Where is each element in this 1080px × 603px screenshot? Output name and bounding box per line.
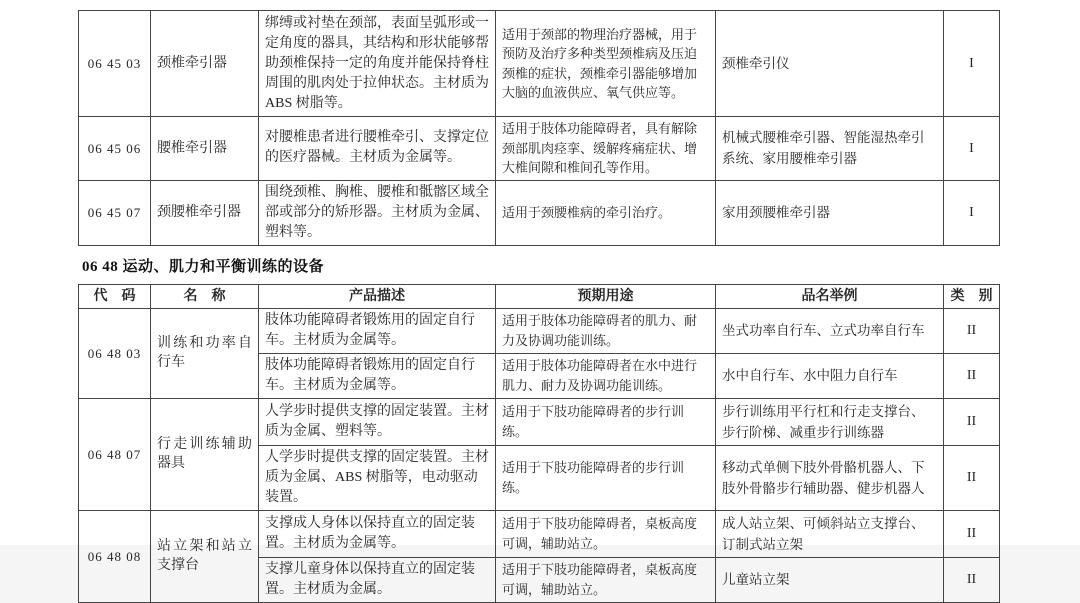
cell-code: 06 48 07 (79, 398, 151, 510)
cell-name: 颈腰椎牵引器 (151, 180, 259, 245)
training-equipment-table (78, 284, 1000, 603)
cell-product-examples: 颈椎牵引仪 (716, 11, 944, 117)
cell-class: II (944, 353, 1000, 398)
cell-intended-use: 适用于下肢功能障碍者的步行训练。 (496, 398, 716, 445)
cell-product-description: 绑缚或衬垫在颈部，表面呈弧形或一定角度的器具，其结构和形状能够帮助颈椎保持一定的角度并能保持脊柱周围的肌肉处于拉伸状态。主材质为ABS 树脂等。 (259, 11, 496, 117)
cell-intended-use: 适用于肢体功能障碍者的肌力、耐力及协调功能训练。 (496, 308, 716, 353)
cell-product-examples: 步行训练用平行杠和行走支撑台、步行阶梯、减重步行训练器 (716, 398, 944, 445)
table-row (79, 398, 1000, 445)
cell-class: I (944, 11, 1000, 117)
cell-product-examples: 水中自行车、水中阻力自行车 (716, 353, 944, 398)
cell-name: 站立架和站立支撑台 (151, 510, 259, 602)
cell-name: 训练和功率自行车 (151, 308, 259, 398)
cell-class: II (944, 510, 1000, 557)
cell-code: 06 45 06 (79, 117, 151, 181)
cell-intended-use: 适用于肢体功能障碍者，具有解除颈部肌肉痉挛、缓解疼痛症状、增大椎间隙和椎间孔等作用。 (496, 117, 716, 181)
cell-code: 06 45 07 (79, 180, 151, 245)
header-product-examples: 品名举例 (716, 284, 944, 308)
cell-intended-use: 适用于下肢功能障碍者，桌板高度可调，辅助站立。 (496, 557, 716, 602)
cell-product-examples: 成人站立架、可倾斜站立支撑台、订制式站立架 (716, 510, 944, 557)
cell-class: I (944, 117, 1000, 181)
section-title: 06 48 运动、肌力和平衡训练的设备 (82, 258, 325, 275)
header-code: 代 码 (79, 284, 151, 308)
content-area (78, 10, 999, 603)
cell-class: II (944, 557, 1000, 602)
cell-intended-use: 适用于颈腰椎病的牵引治疗。 (496, 180, 716, 245)
cell-intended-use: 适用于颈部的物理治疗器械，用于预防及治疗多种类型颈椎病及压迫颈椎的症状，颈椎牵引器能够增加大脑的血液供应、氧气供应等。 (496, 11, 716, 117)
cell-name: 颈椎牵引器 (151, 11, 259, 117)
table-row (79, 117, 1000, 181)
cell-product-description: 支撑成人身体以保持直立的固定装置。主材质为金属等。 (259, 510, 496, 557)
cell-intended-use: 适用于下肢功能障碍者的步行训练。 (496, 445, 716, 510)
cell-class: II (944, 308, 1000, 353)
cell-product-description: 肢体功能障碍者锻炼用的固定自行车。主材质为金属等。 (259, 308, 496, 353)
cell-product-description: 人学步时提供支撑的固定装置。主材质为金属、塑料等。 (259, 398, 496, 445)
cell-class: II (944, 398, 1000, 445)
cell-code: 06 45 03 (79, 11, 151, 117)
cell-intended-use: 适用于下肢功能障碍者，桌板高度可调，辅助站立。 (496, 510, 716, 557)
table-header-row (79, 284, 1000, 308)
cell-code: 06 48 03 (79, 308, 151, 398)
cell-product-description: 肢体功能障碍者锻炼用的固定自行车。主材质为金属等。 (259, 353, 496, 398)
cell-name: 腰椎牵引器 (151, 117, 259, 181)
cell-code: 06 48 08 (79, 510, 151, 602)
table-row (79, 510, 1000, 557)
cell-name: 行走训练辅助器具 (151, 398, 259, 510)
traction-devices-table (78, 10, 1000, 246)
cell-intended-use: 适用于肢体功能障碍者在水中进行肌力、耐力及协调功能训练。 (496, 353, 716, 398)
header-product-description: 产品描述 (259, 284, 496, 308)
table-row (79, 180, 1000, 245)
cell-product-description: 围绕颈椎、胸椎、腰椎和骶髂区域全部或部分的矫形器。主材质为金属、塑料等。 (259, 180, 496, 245)
cell-product-examples: 儿童站立架 (716, 557, 944, 602)
cell-product-examples: 移动式单侧下肢外骨骼机器人、下肢外骨骼步行辅助器、健步机器人 (716, 445, 944, 510)
header-class: 类 别 (944, 284, 1000, 308)
cell-product-examples: 机械式腰椎牵引器、智能湿热牵引系统、家用腰椎牵引器 (716, 117, 944, 181)
cell-product-examples: 坐式功率自行车、立式功率自行车 (716, 308, 944, 353)
cell-product-description: 支撑儿童身体以保持直立的固定装置。主材质为金属。 (259, 557, 496, 602)
header-intended-use: 预期用途 (496, 284, 716, 308)
table-row (79, 308, 1000, 353)
cell-class: I (944, 180, 1000, 245)
cell-class: II (944, 445, 1000, 510)
header-name: 名 称 (151, 284, 259, 308)
cell-product-examples: 家用颈腰椎牵引器 (716, 180, 944, 245)
cell-product-description: 对腰椎患者进行腰椎牵引、支撑定位的医疗器械。主材质为金属等。 (259, 117, 496, 181)
cell-product-description: 人学步时提供支撑的固定装置。主材质为金属、ABS 树脂等，电动驱动装置。 (259, 445, 496, 510)
table-row (79, 11, 1000, 117)
